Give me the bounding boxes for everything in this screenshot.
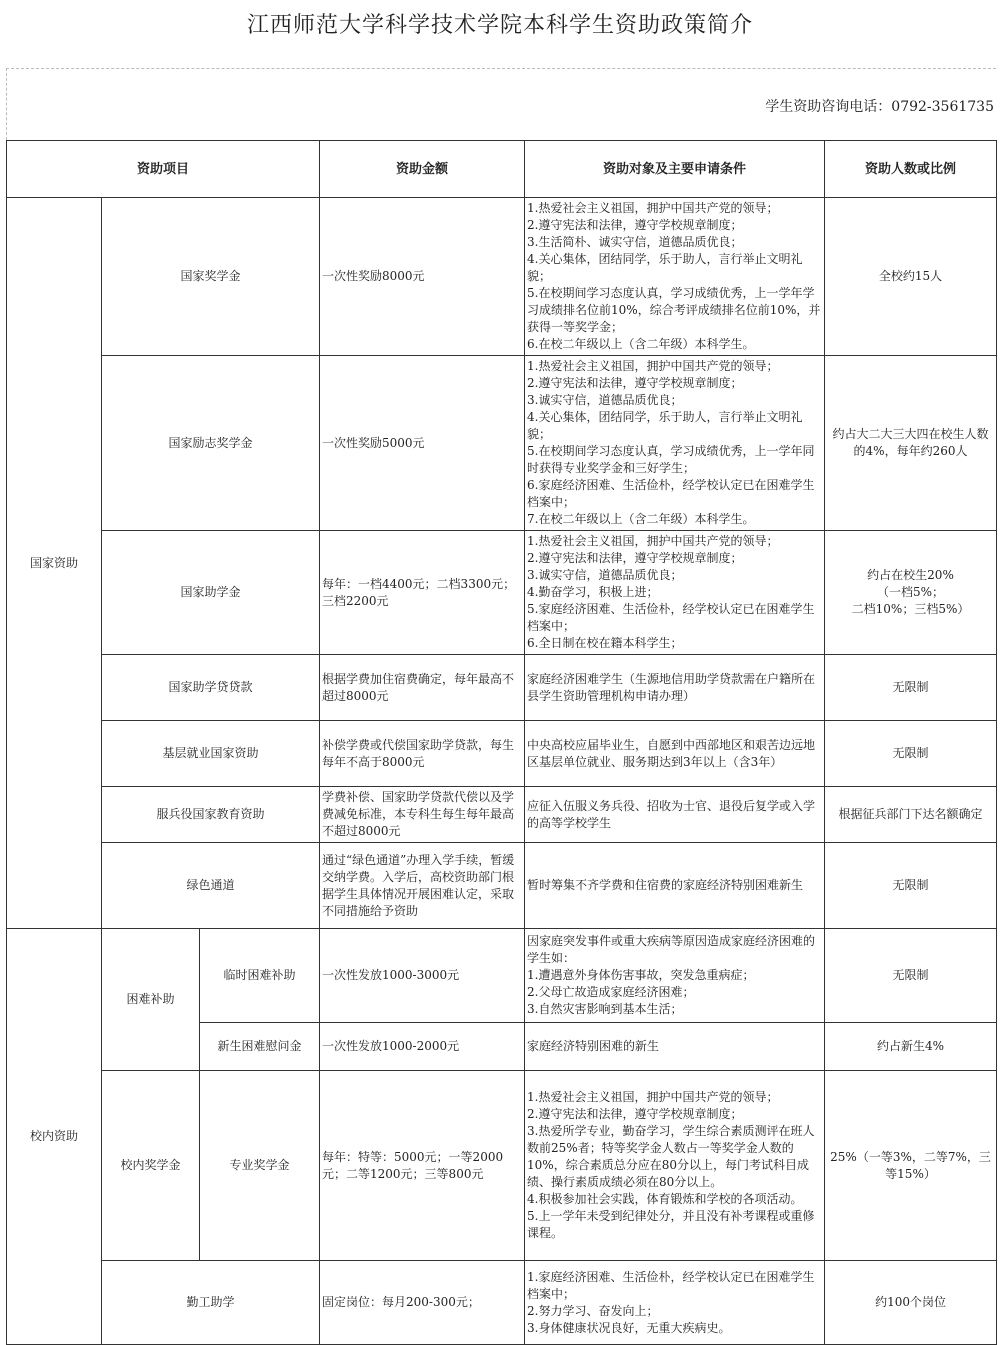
table-row [7,787,997,843]
header-project: 资助项目 [7,141,320,198]
item-name: 基层就业国家资助 [102,721,320,787]
item-conditions: 应征入伍服义务兵役、招收为士官、退役后复学或入学的高等学校学生 [525,787,825,843]
table-row [7,1071,997,1261]
item-name: 专业奖学金 [200,1071,320,1261]
table-row [7,655,997,721]
item-conditions: 家庭经济困难学生（生源地信用助学贷款需在户籍所在县学生资助管理机构申请办理） [525,655,825,721]
item-name: 国家励志奖学金 [102,356,320,531]
frame-left-border [6,68,7,140]
item-count: 无限制 [825,655,997,721]
item-amount: 每年：特等：5000元；一等2000元；二等1200元；三等800元 [320,1071,525,1261]
item-conditions: 家庭经济特别困难的新生 [525,1023,825,1071]
page-title: 江西师范大学科学技术学院本科学生资助政策简介 [246,13,753,38]
consult-phone: 学生资助咨询电话：0792-3561735 [765,99,994,115]
item-conditions: 1.家庭经济困难、生活俭朴，经学校认定已在困难学生档案中； 2.努力学习、奋发向上； 3.身体健康状况良好，无重大疾病史。 [525,1261,825,1345]
header-conditions: 资助对象及主要申请条件 [525,141,825,198]
item-amount: 一次性奖励8000元 [320,198,525,356]
item-name: 新生困难慰问金 [200,1023,320,1071]
frame-top-border [6,68,996,69]
item-count: 约占大二大三大四在校生人数的4%，每年约260人 [825,356,997,531]
table-row [7,843,997,929]
item-amount: 补偿学费或代偿国家助学贷款，每生每年不高于8000元 [320,721,525,787]
item-conditions: 中央高校应届毕业生，自愿到中西部地区和艰苦边远地区基层单位就业、服务期达到3年以上（含3年） [525,721,825,787]
item-name: 绿色通道 [102,843,320,929]
aid-policy-table [6,140,997,1345]
item-amount: 学费补偿、国家助学贷款代偿以及学费减免标准，本专科生每生每年最高不超过8000元 [320,787,525,843]
item-conditions: 1.热爱社会主义祖国，拥护中国共产党的领导； 2.遵守宪法和法律，遵守学校规章制度； 3.热爱所学专业，勤奋学习，学生综合素质测评在班人数前25%者；特等奖学金人数占一等奖学金人数的10%，综合素质总分应在80分以上，每门考试科目成绩、操行素质成绩必须在80分以上。 4.积极参加社会实践，体育锻炼和学校的各项活动。 5.上一学年未受到纪律处分，并且没有补考课程或重修课程。 [525,1071,825,1261]
subcategory-scholarship: 校内奖学金 [102,1071,200,1261]
table-row [7,198,997,356]
item-count: 约100个岗位 [825,1261,997,1345]
item-conditions: 1.热爱社会主义祖国，拥护中国共产党的领导； 2.遵守宪法和法律，遵守学校规章制度； 3.诚实守信，道德品质优良； 4.勤奋学习，积极上进； 5.家庭经济困难、生活俭朴，经学校认定已在困难学生档案中； 6.全日制在校在籍本科学生； [525,531,825,655]
item-count: 约占在校生20% （一档5%； 二档10%；三档5%） [825,531,997,655]
item-amount: 一次性发放1000-3000元 [320,929,525,1023]
category-national: 国家资助 [7,198,102,929]
item-amount: 固定岗位：每月200-300元； [320,1261,525,1345]
item-count: 无限制 [825,843,997,929]
item-name: 国家奖学金 [102,198,320,356]
item-name: 勤工助学 [102,1261,320,1345]
table-row [7,531,997,655]
item-amount: 一次性发放1000-2000元 [320,1023,525,1071]
table-row [7,929,997,1023]
item-count: 无限制 [825,721,997,787]
item-count: 25%（一等3%，二等7%，三等15%） [825,1071,997,1261]
table-row [7,1261,997,1345]
item-conditions: 1.热爱社会主义祖国，拥护中国共产党的领导； 2.遵守宪法和法律，遵守学校规章制度； 3.生活简朴、诚实守信，道德品质优良； 4.关心集体，团结同学，乐于助人，言行举止文明礼貌； 5.在校期间学习态度认真，学习成绩优秀，上一学年学习成绩排名位前10%，综合考评成绩排名位前10%，并获得一等奖学金； 6.在校二年级以上（含二年级）本科学生。 [525,198,825,356]
item-conditions: 因家庭突发事件或重大疾病等原因造成家庭经济困难的学生如： 1.遭遇意外身体伤害事故，突发急重病症； 2.父母亡故造成家庭经济困难； 3.自然灾害影响到基本生活； [525,929,825,1023]
item-name: 国家助学金 [102,531,320,655]
table-row [7,721,997,787]
item-name: 国家助学贷贷款 [102,655,320,721]
item-conditions: 暂时筹集不齐学费和住宿费的家庭经济特别困难新生 [525,843,825,929]
subcategory-hardship: 困难补助 [102,929,200,1071]
item-count: 约占新生4% [825,1023,997,1071]
item-count: 无限制 [825,929,997,1023]
item-name: 临时困难补助 [200,929,320,1023]
header-count: 资助人数或比例 [825,141,997,198]
category-campus: 校内资助 [7,929,102,1345]
item-amount: 一次性奖励5000元 [320,356,525,531]
table-header-row [7,141,997,198]
item-amount: 根据学费加住宿费确定，每年最高不超过8000元 [320,655,525,721]
item-count: 根据征兵部门下达名额确定 [825,787,997,843]
item-amount: 每年：一档4400元；二档3300元；三档2200元 [320,531,525,655]
item-count: 全校约15人 [825,198,997,356]
item-amount: 通过“绿色通道”办理入学手续，暂缓交纳学费。入学后，高校资助部门根据学生具体情况开展困难认定，采取不同措施给予资助 [320,843,525,929]
item-conditions: 1.热爱社会主义祖国，拥护中国共产党的领导； 2.遵守宪法和法律，遵守学校规章制度； 3.诚实守信，道德品质优良； 4.关心集体，团结同学，乐于助人，言行举止文明礼貌； 5.在校期间学习态度认真，学习成绩优秀，上一学年同时获得专业奖学金和三好学生； 6.家庭经济困难、生活俭朴，经学校认定已在困难学生档案中； 7.在校二年级以上（含二年级）本科学生。 [525,356,825,531]
item-name: 服兵役国家教育资助 [102,787,320,843]
header-amount: 资助金额 [320,141,525,198]
table-row [7,356,997,531]
